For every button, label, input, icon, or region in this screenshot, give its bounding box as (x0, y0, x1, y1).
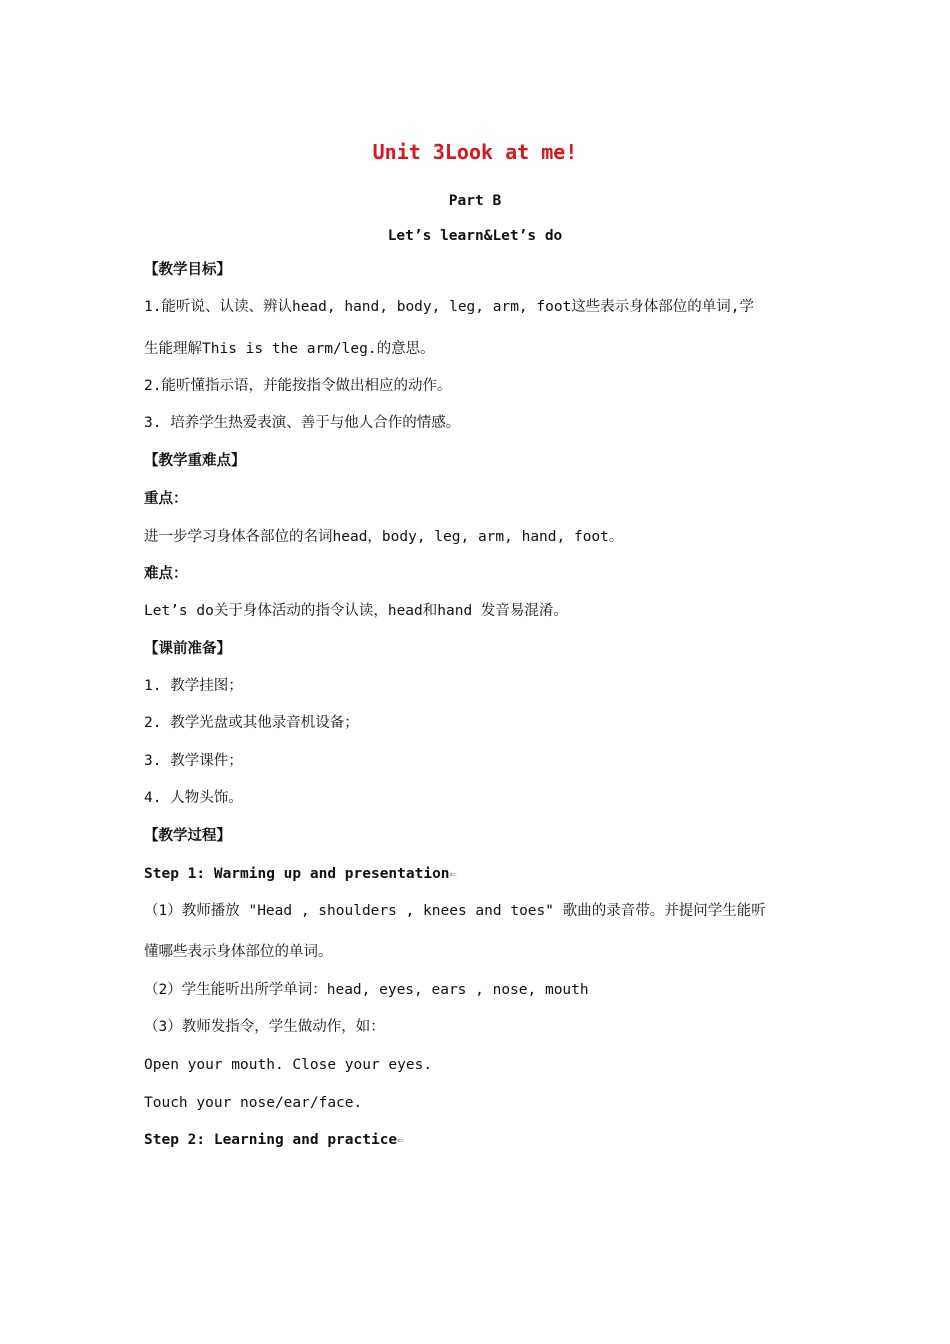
paragraph-mark-icon: ⇐ (397, 1133, 405, 1147)
goal-item-1-cont: 生能理解This is the arm/leg.的意思。 (144, 341, 435, 357)
step-2-label: Step 2: Learning and practice (144, 1132, 398, 1148)
paragraph-mark-icon: ⇐ (449, 867, 457, 881)
step-1-label: Step 1: Warming up and presentation (144, 866, 450, 882)
step-2-heading (144, 1130, 806, 1150)
process-heading: 【教学过程】 (144, 828, 231, 844)
part-label: Part B (448, 193, 502, 209)
goal-item-1: 1.能听说、认读、辨认head, hand, body, leg, arm, foot这些表示身体部位的单词,学 (144, 299, 755, 315)
goal-item-3: 3. 培养学生热爱表演、善于与他人合作的情感。 (144, 415, 461, 431)
key-text: 进一步学习身体各部位的名词head，body, leg, arm, hand, foot。 (144, 529, 624, 545)
prep-item: 2. 教学光盘或其他录音机设备； (144, 715, 359, 731)
step-1-heading (144, 864, 806, 884)
document-title: Unit 3Look at me! (372, 140, 578, 164)
difficulty-text: Let’s do关于身体活动的指令认读，head和hand 发音易混淆。 (144, 603, 568, 619)
prep-item: 1. 教学挂图； (144, 678, 243, 694)
step-1-item-3: （3）教师发指令，学生做动作，如： (144, 1019, 385, 1035)
keypoints-heading: 【教学重难点】 (144, 453, 246, 469)
key-label: 重点： (144, 491, 188, 507)
step-1-item-1-cont: 懂哪些表示身体部位的单词。 (144, 944, 333, 960)
step-1-item-1: （1）教师播放 "Head , shoulders , knees and toes" 歌曲的录音带。并提问学生能听 (144, 903, 766, 919)
step-1-example-1: Open your mouth. Close your eyes. (144, 1057, 433, 1073)
prep-item: 4. 人物头饰。 (144, 790, 243, 806)
difficulty-label: 难点： (144, 566, 188, 582)
prep-item: 3. 教学课件； (144, 753, 243, 769)
goals-heading: 【教学目标】 (144, 262, 231, 278)
step-1-item-2: （2）学生能听出所学单词：head, eyes, ears , nose, mouth (144, 982, 589, 998)
lesson-subtitle: Let’s learn&Let’s do (387, 228, 563, 244)
step-1-example-2: Touch your nose/ear/face. (144, 1095, 363, 1111)
goal-item-2: 2.能听懂指示语，并能按指令做出相应的动作。 (144, 378, 452, 394)
prep-heading: 【课前准备】 (144, 641, 231, 657)
